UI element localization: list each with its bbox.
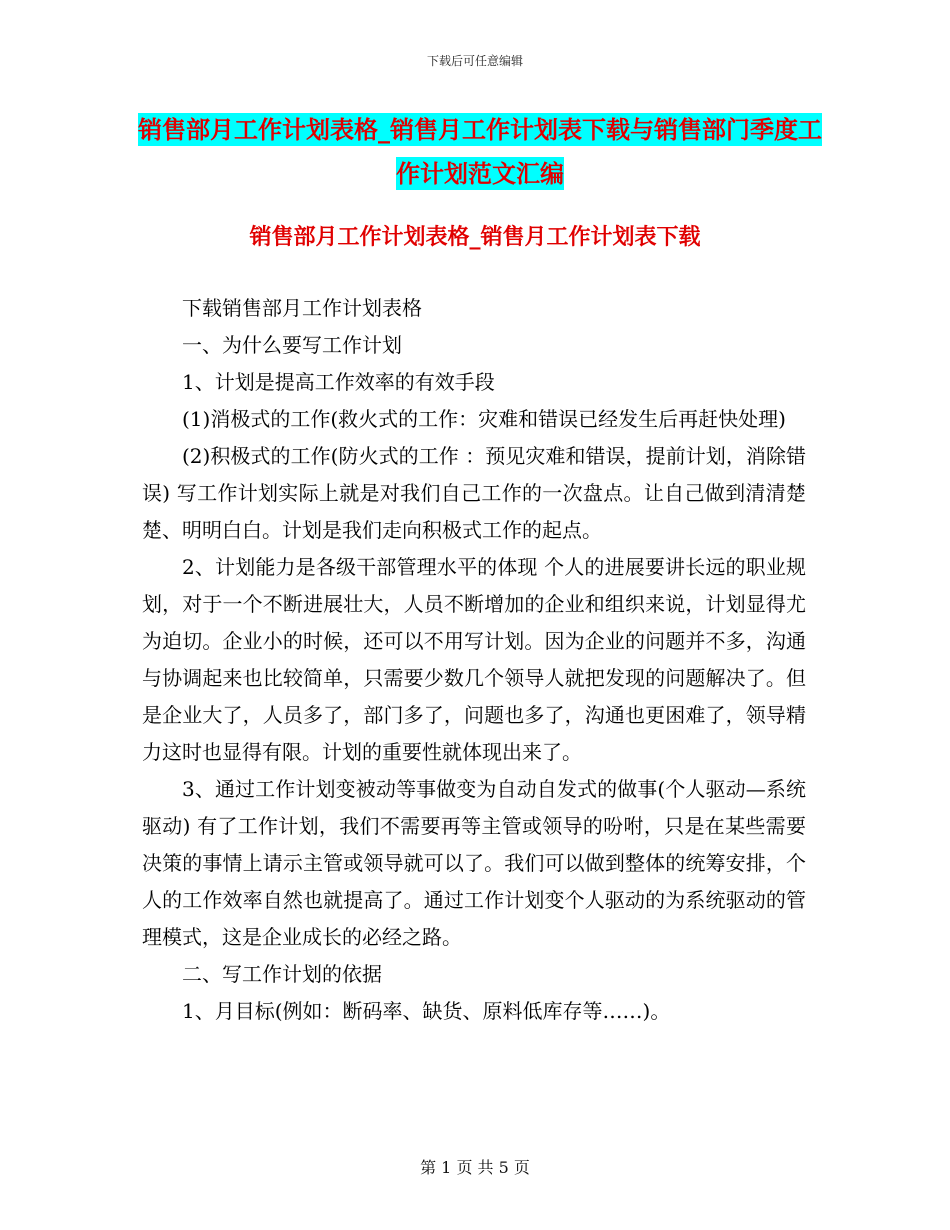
paragraph: 2、计划能力是各级干部管理水平的体现 个人的进展要讲长远的职业规划，对于一个不断进展壮大，人员不断增加的企业和组织来说，计划显得尤为迫切。企业小的时候，还可以不用写计划。因为企业的问题并不多，沟通与协调起来也比较简单，只需要少数几个领导人就把发现的问题解决了。但是企业大了，人员多了，部门多了，问题也多了，沟通也更困难了，领导精力这时也显得有限。计划的重要性就体现出来了。 xyxy=(142,555,806,764)
paragraph: (1)消极式的工作(救火式的工作：灾难和错误已经发生后再赶快处理) xyxy=(182,407,786,431)
paragraph: 一、为什么要写工作计划 xyxy=(182,333,402,357)
paragraph: (2)积极式的工作(防火式的工作 ：预见灾难和错误，提前计划，消除错误) 写工作计划实际上就是对我们自己工作的一次盘点。让自己做到清清楚楚、明明白白。计划是我们走向积极式工作的起点。 xyxy=(142,444,806,542)
page-number: 第 1 页 共 5 页 xyxy=(420,1158,530,1177)
paragraph: 下载销售部月工作计划表格 xyxy=(182,296,422,320)
paragraph: 二、写工作计划的依据 xyxy=(182,962,382,986)
paragraph: 1、计划是提高工作效率的有效手段 xyxy=(182,370,495,394)
paragraph: 3、通过工作计划变被动等事做变为自动自发式的做事(个人驱动—系统驱动) 有了工作计划，我们不需要再等主管或领导的吩咐，只是在某些需要决策的事情上请示主管或领导就可以了。我们可以做到整体的统筹安排，个人的工作效率自然也就提高了。通过工作计划变个人驱动的为系统驱动的管理模式，这是企业成长的必经之路。 xyxy=(142,777,806,949)
document-title xyxy=(130,108,830,196)
header-note: 下载后可任意编辑 xyxy=(426,54,523,68)
paragraph: 1、月目标(例如：断码率、缺货、原料低库存等……)。 xyxy=(182,999,671,1023)
body-text xyxy=(142,290,806,1030)
section-subtitle: 销售部月工作计划表格_销售月工作计划表下载 xyxy=(249,224,701,250)
title-highlight: 销售部月工作计划表格_销售月工作计划表下载与销售部门季度工作计划范文汇编 xyxy=(138,115,822,188)
